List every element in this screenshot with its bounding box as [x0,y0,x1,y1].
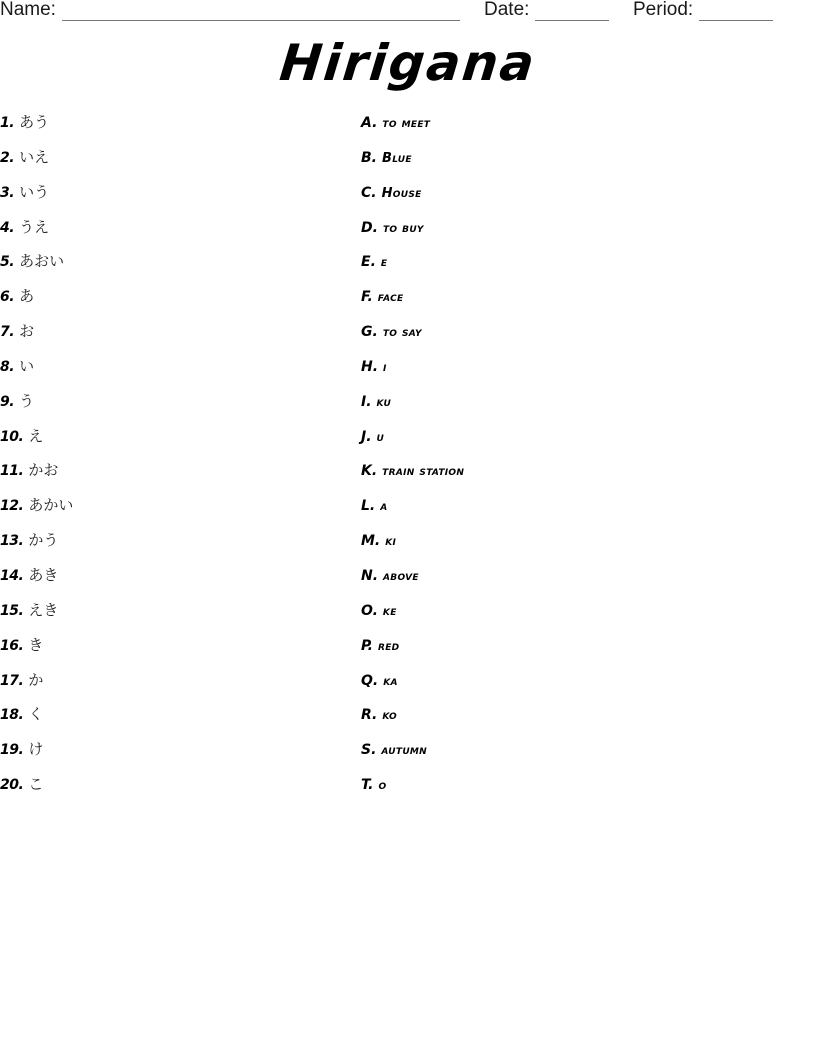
question-number: 8. [0,358,15,375]
answer-text: a [380,499,388,515]
question-number: 10. [0,428,24,445]
answer-item [361,738,801,773]
answer-text: to buy [382,220,424,236]
date-blank-line[interactable] [535,3,609,21]
answer-letter: J. [361,428,372,445]
answer-letter: T. [361,777,374,794]
answer-text: to meet [382,116,431,131]
question-kana: あき [28,565,59,584]
answer-item [361,529,801,564]
question-item [0,181,330,216]
question-kana: い [19,356,35,375]
question-number: 17. [0,672,24,689]
answer-letter: K. [361,463,378,480]
answer-letter: Q. [361,672,379,689]
answer-letter: S. [361,742,377,759]
answer-item [361,355,801,390]
question-item [0,285,330,320]
question-number: 1. [0,115,15,131]
question-kana: う [19,391,35,410]
question-kana: あおい [19,252,65,271]
question-kana: あ [19,287,35,306]
question-kana: いう [19,182,50,201]
question-item [0,529,330,564]
date-field[interactable] [484,0,609,21]
period-label: Period: [633,0,694,20]
question-kana: えき [28,600,59,619]
question-number: 9. [0,393,15,410]
answer-text: above [383,568,419,584]
question-kana: いえ [19,147,50,166]
answer-text: Blue [382,150,412,166]
answer-letter: A. [361,115,378,131]
answer-text: House [381,185,422,201]
name-blank-line[interactable] [62,3,460,21]
question-item [0,599,330,634]
question-item [0,146,330,181]
question-number: 3. [0,184,15,201]
answer-item [361,285,801,320]
question-kana: こ [28,775,44,794]
question-number: 14. [0,567,24,584]
answer-letter: C. [361,184,377,201]
question-kana: かう [28,531,59,550]
question-item [0,634,330,669]
question-item [0,494,330,529]
question-number: 7. [0,324,15,341]
answer-letter: L. [361,498,376,515]
question-item [0,773,330,808]
answer-item [361,320,801,355]
answer-letter: O. [361,602,378,619]
answer-item [361,390,801,425]
answer-item [361,250,801,285]
answer-item [361,669,801,704]
question-item [0,459,330,494]
question-number: 20. [0,777,24,794]
question-item [0,669,330,704]
answer-text: face [377,290,404,306]
question-kana: く [28,705,44,724]
question-item [0,250,330,285]
answer-letter: N. [361,567,379,584]
question-number: 5. [0,254,15,271]
question-item [0,111,330,146]
answer-item [361,216,801,251]
answer-letter: D. [361,219,378,236]
period-blank-line[interactable] [699,3,773,21]
answer-text: red [377,638,400,654]
answer-letter: P. [361,637,373,654]
question-kana: お [19,322,35,341]
answer-item [361,494,801,529]
answer-text: ke [382,603,397,619]
answer-text: ku [376,394,392,410]
period-field[interactable] [633,0,773,21]
answer-text: ko [382,708,398,724]
question-number: 12. [0,498,24,515]
question-kana: け [28,740,44,759]
answer-text: i [383,359,387,375]
answer-text: to say [382,325,422,341]
answer-text: ki [385,534,397,550]
answer-letter: F. [361,289,373,306]
answer-letter: B. [361,149,377,166]
question-list [0,111,330,808]
question-number: 6. [0,289,15,306]
answer-item [361,599,801,634]
question-number: 11. [0,463,24,480]
answer-item [361,564,801,599]
answer-item [361,634,801,669]
answer-letter: H. [361,358,379,375]
answer-item [361,773,801,808]
question-item [0,703,330,738]
answer-item [361,181,801,216]
answer-text: autumn [381,743,428,759]
answer-item [361,459,801,494]
question-number: 2. [0,149,15,166]
question-item [0,425,330,460]
answer-letter: G. [361,324,378,341]
question-number: 19. [0,742,24,759]
date-label: Date: [484,0,530,20]
question-item [0,216,330,251]
name-label: Name: [0,0,56,20]
question-item [0,390,330,425]
question-number: 13. [0,533,24,550]
answer-item [361,111,801,146]
question-item [0,355,330,390]
question-number: 4. [0,219,15,236]
worksheet-title: Hirigana [277,34,539,92]
question-kana: かお [28,461,59,480]
answer-text: e [380,255,388,271]
question-item [0,738,330,773]
answer-item [361,703,801,738]
question-number: 15. [0,602,24,619]
answer-text: o [378,778,387,794]
question-kana: うえ [19,217,50,236]
answer-text: train station [382,464,465,480]
answer-item [361,425,801,460]
question-kana: え [28,426,44,445]
answer-list [361,111,801,808]
answer-letter: E. [361,254,376,271]
answer-letter: R. [361,707,378,724]
question-kana: あかい [28,496,74,515]
answer-item [361,146,801,181]
question-number: 16. [0,637,24,654]
question-item [0,564,330,599]
worksheet-header [0,0,816,22]
question-number: 18. [0,707,24,724]
answer-letter: M. [361,533,381,550]
question-kana: き [28,635,44,654]
answer-letter: I. [361,393,372,410]
answer-text: u [376,429,385,445]
question-kana: か [28,670,44,689]
name-field[interactable] [0,0,460,21]
answer-text: ka [383,673,398,689]
question-kana: あう [19,113,50,131]
question-item [0,320,330,355]
